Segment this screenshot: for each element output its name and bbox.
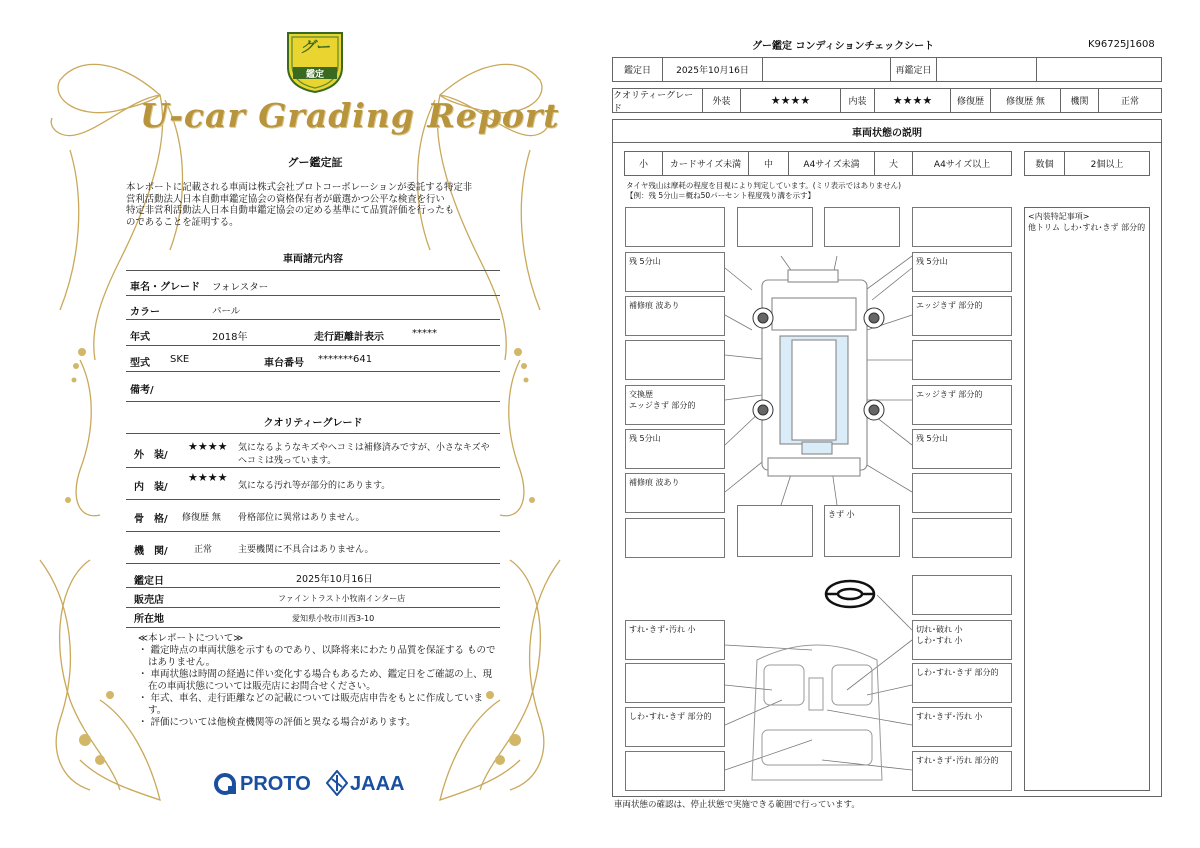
model-value: SKE	[170, 354, 190, 365]
engine-label: 機 関/	[134, 546, 168, 557]
address-label: 所在地	[134, 614, 164, 625]
name-label: 車名・グレード	[130, 282, 200, 293]
damage-box-l5	[625, 385, 725, 425]
damage-box-l7: 補修痕 波あり	[625, 473, 725, 513]
frame-note: 骨格部位に異常はありません。	[238, 513, 365, 523]
count-legend	[1024, 151, 1150, 176]
name-value: フォレスター	[212, 282, 269, 293]
repair-value: 修復歴 無	[991, 89, 1061, 112]
badge-bottom-text: 鑑定	[305, 70, 324, 80]
count-label: 数個	[1025, 152, 1065, 175]
damage-box-b1	[737, 505, 813, 557]
jaaa-logo-text: JAAA	[350, 773, 405, 795]
damage-box-r8	[912, 518, 1012, 558]
document-id: K96725J1608	[1088, 39, 1155, 50]
date-table	[612, 57, 1162, 82]
engine-value: 正常	[194, 545, 213, 555]
interior-box-il2	[625, 663, 725, 703]
size-small: 小	[625, 152, 663, 175]
damage-box-t1	[737, 207, 813, 247]
quality-section-title: クオリティーグレード	[263, 418, 363, 429]
reinspect-value	[937, 58, 1037, 81]
note-item: ・ 年式、車名、走行距離などの記載については販売店申告をもとに作成しています。	[138, 693, 483, 716]
quality-row-exterior	[126, 434, 500, 468]
interior-box-ir3: すれ･きず･汚れ 小	[912, 707, 1012, 747]
size-small-desc: カードサイズ未満	[663, 152, 749, 175]
proto-logo-text: PROTO	[240, 773, 311, 795]
repair-label: 修復歴	[951, 89, 991, 112]
damage-box-r5: エッジきず 部分的	[912, 385, 1012, 425]
frame-value: 修復歴 無	[182, 513, 221, 523]
engine-note: 主要機関に不具合はありません。	[238, 545, 374, 555]
quality-table	[612, 88, 1162, 113]
interior-box-il3: しわ･すれ･きず 部分的	[625, 707, 725, 747]
intro-line: 営利活動法人日本自動車鑑定協会の資格保有者が厳選かつ公平な検査を行い	[126, 193, 445, 205]
interior-special-value: 他トリム しわ･すれ･きず 部分的	[1028, 223, 1146, 232]
quality-label: クオリティーグレード	[613, 89, 703, 112]
damage-box-l4	[625, 340, 725, 380]
spec-row-color	[126, 296, 500, 320]
damage-box-r2: 残 5分山	[912, 252, 1012, 292]
int-stars: ★★★★	[875, 89, 951, 112]
quality-row-interior	[126, 468, 500, 500]
year-value: 2018年	[212, 332, 248, 343]
sheet-title: グー鑑定 コンディションチェックシート	[752, 41, 935, 52]
notes-title: ≪本レポートについて≫	[138, 633, 244, 644]
spec-row-year	[126, 320, 500, 346]
note-item: ・ 鑑定時点の車両状態を示すものであり、以降将来にわたり品質を保証する ものではありません。	[138, 645, 496, 668]
certificate-intro	[126, 182, 501, 228]
report-notes	[138, 633, 498, 729]
intro-line: 特定非営利活動法人日本自動車鑑定協会の定める基準にて品質評価を行ったも	[126, 205, 455, 217]
note-item: ・ 評価については他検査機関等の評価と異なる場合があります。	[138, 717, 416, 728]
color-label: カラー	[130, 307, 160, 318]
interior-box-ir1	[912, 620, 1012, 660]
l5-line-1: 交換歴	[629, 390, 653, 399]
exterior-stars: ★★★★	[188, 440, 228, 453]
interior-stars: ★★★★	[188, 471, 228, 484]
ir1-line-1: 切れ･破れ 小	[916, 625, 963, 634]
chassis-value: *******641	[318, 354, 373, 365]
remarks-label: 備考/	[130, 385, 154, 396]
size-large: 大	[875, 152, 913, 175]
sheet-footer: 車両状態の確認は、停止状態で実施できる範囲で行っています。	[614, 800, 860, 810]
damage-box-r3: エッジきず 部分的	[912, 296, 1012, 336]
l5-line-2: エッジきず 部分的	[629, 401, 696, 410]
inspect-date-label: 鑑定日	[613, 58, 663, 81]
damage-box-l2: 残 5分山	[625, 252, 725, 292]
quality-row-engine	[126, 532, 500, 564]
spec-row-name	[126, 272, 500, 296]
condition-title: 車両状態の説明	[612, 119, 1162, 143]
damage-box-t2	[824, 207, 900, 247]
interior-note: 気になる汚れ等が部分的にあります。	[238, 481, 391, 491]
reinspect-label: 再鑑定日	[891, 58, 937, 81]
tire-note-2: 【例：残 5分山＝概ね50パーセント程度残り溝を示す】	[626, 191, 816, 200]
tire-note-1: タイヤ残山は摩耗の程度を目視により判定しています。(ミリ表示ではありません)	[626, 181, 902, 190]
interior-special-title: <内装特記事項>	[1028, 212, 1090, 221]
address-row	[126, 608, 500, 628]
mileage-value: *****	[412, 328, 437, 339]
date-label: 鑑定日	[134, 576, 164, 587]
year-label: 年式	[130, 332, 150, 343]
date-value: 2025年10月16日	[296, 574, 373, 585]
color-value: パール	[212, 306, 241, 317]
spec-row-model	[126, 346, 500, 372]
damage-box-l8	[625, 518, 725, 558]
note-item: ・ 車両状態は時間の経過に伴い変化する場合もあるため、鑑定日をご確認の上、現在の車両状態については販売店にお問合せください。	[138, 669, 493, 692]
interior-label: 内 装/	[134, 482, 168, 493]
inspect-date-blank	[763, 58, 891, 81]
interior-box-ir4: すれ･きず･汚れ 部分的	[912, 751, 1012, 791]
script-title: U-car Grading Report	[140, 96, 560, 135]
intro-line: のであることを証明する。	[126, 216, 239, 228]
int-label: 内装	[841, 89, 875, 112]
interior-box-steering	[912, 575, 1012, 615]
steering-wheel-icon	[826, 581, 874, 607]
address-value: 愛知県小牧市川西3-10	[292, 614, 375, 623]
date-row	[126, 566, 500, 588]
size-large-desc: A4サイズ以上	[933, 160, 991, 170]
quality-row-frame	[126, 500, 500, 532]
interior-box-il1: すれ･きず･汚れ 小	[625, 620, 725, 660]
size-mid-desc: A4サイズ未満	[789, 152, 875, 175]
shop-value: ファイントラスト小牧南インター店	[278, 594, 406, 603]
damage-box-l3: 補修痕 波あり	[625, 296, 725, 336]
damage-box-r1	[912, 207, 1012, 247]
exterior-label: 外 装/	[134, 450, 168, 461]
chassis-label: 車台番号	[264, 358, 304, 369]
damage-box-l1	[625, 207, 725, 247]
ir1-line-2: しわ･すれ 小	[916, 636, 963, 645]
exterior-note-2: ヘコミは残っています。	[238, 456, 337, 466]
ext-label: 外装	[703, 89, 741, 112]
count-value: 2個以上	[1090, 160, 1124, 170]
damage-box-l6: 残 5分山	[625, 429, 725, 469]
intro-line: 本レポートに記載される車両は株式会社プロトコーポレーションが委託する特定非	[126, 182, 473, 193]
ext-stars: ★★★★	[741, 89, 841, 112]
badge-top-text: グー	[299, 38, 330, 56]
interior-box-ir2: しわ･すれ･きず 部分的	[912, 663, 1012, 703]
damage-box-b2: きず 小	[824, 505, 900, 557]
proto-logo-icon	[214, 772, 240, 796]
interior-box-il4	[625, 751, 725, 791]
exterior-note-1: 気になるようなキズやヘコミは補修済みですが、小さなキズや	[238, 443, 490, 453]
divider	[126, 270, 500, 271]
interior-special-box	[1024, 207, 1150, 791]
size-legend	[624, 151, 1012, 176]
inspect-date-value: 2025年10月16日	[663, 58, 763, 81]
damage-box-r6: 残 5分山	[912, 429, 1012, 469]
damage-box-r7	[912, 473, 1012, 513]
size-mid: 中	[749, 152, 789, 175]
shop-label: 販売店	[134, 595, 164, 606]
spec-row-remarks	[126, 372, 500, 402]
model-label: 型式	[130, 358, 150, 369]
spec-section-title: 車両諸元内容	[283, 254, 343, 265]
frame-label: 骨 格/	[134, 514, 168, 525]
certificate-title: グー鑑定証	[287, 156, 343, 169]
mileage-label: 走行距離計表示	[314, 332, 384, 343]
damage-box-r4	[912, 340, 1012, 380]
jaaa-logo-icon	[326, 770, 348, 796]
engine-value: 正常	[1120, 97, 1139, 107]
shop-row	[126, 588, 500, 608]
engine-label: 機関	[1061, 89, 1099, 112]
